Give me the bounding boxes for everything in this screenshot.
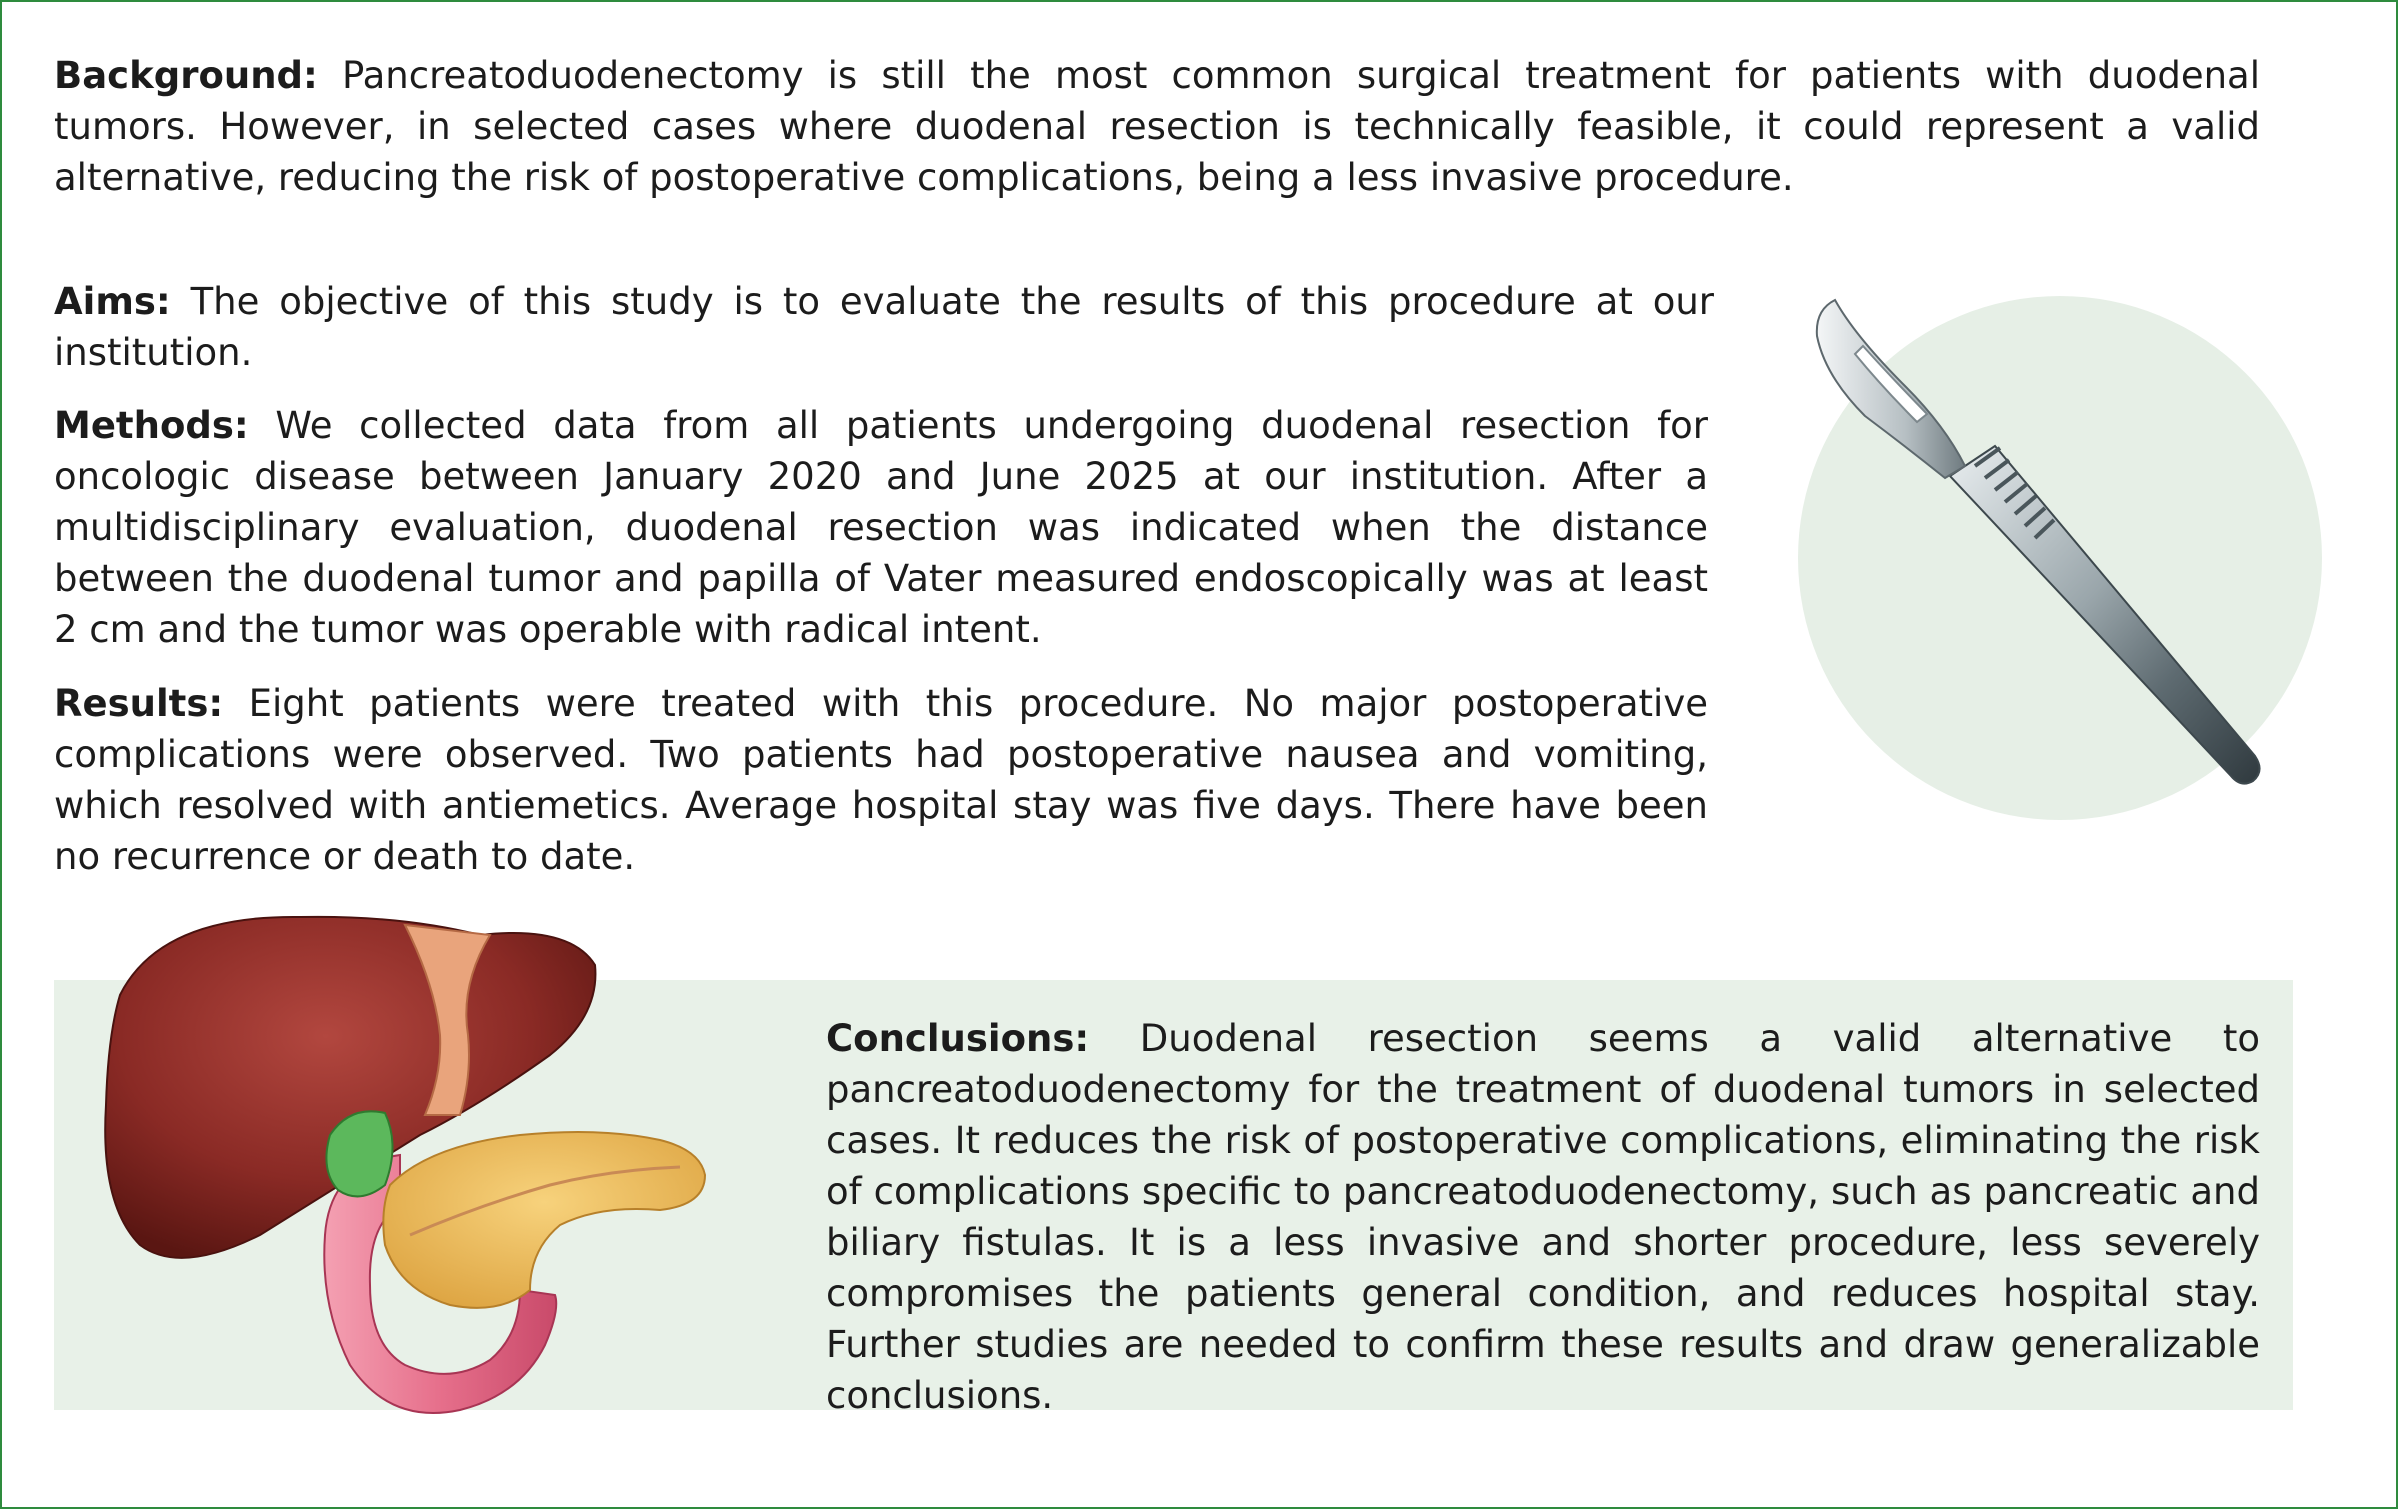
conclusions-label: Conclusions: — [826, 1017, 1090, 1060]
background-paragraph — [54, 50, 2260, 203]
results-paragraph — [54, 678, 1708, 882]
liver-pancreas-icon — [100, 905, 760, 1435]
methods-text: We collected data from all patients undergoing duodenal resection for oncologic disease between January 2020 and June 2025 at our institution. After a multidisciplinary evaluation, duodenal resection was indicated when the distance between the duodenal tumor and papilla of Vater measured endoscopically was at least 2 cm and the tumor was operable with radical intent. — [54, 404, 1708, 651]
background-label: Background: — [54, 54, 318, 97]
background-text: Pancreatoduodenectomy is still the most common surgical treatment for patients with duodenal tumors. However, in selected cases where duodenal resection is technically feasible, it could represent a valid alternative, reducing the risk of postoperative complications, being a less invasive procedure. — [54, 54, 2260, 199]
aims-paragraph — [54, 276, 1714, 378]
results-label: Results: — [54, 682, 224, 725]
methods-paragraph — [54, 400, 1708, 655]
conclusions-text: Duodenal resection seems a valid alternative to pancreatoduodenectomy for the treatment of duodenal tumors in selected cases. It reduces the risk of postoperative complications, eliminating the risk of complications specific to pancreatoduodenectomy, such as pancreatic and biliary fistulas. It is a less invasive and shorter procedure, less severely compromises the patients general condition, and reduces hospital stay. Further studies are needed to confirm these results and draw generalizable conclusions. — [826, 1017, 2260, 1417]
methods-label: Methods: — [54, 404, 249, 447]
organ-illustration — [100, 905, 760, 1435]
scalpel-illustration — [1795, 296, 2323, 820]
aims-text: The objective of this study is to evaluate the results of this procedure at our institution. — [54, 280, 1714, 374]
results-text: Eight patients were treated with this procedure. No major postoperative complications were observed. Two patients had postoperative nausea and vomiting, which resolved with antiemetics. Average hospital stay was five days. There have been no recurrence or death to date. — [54, 682, 1708, 878]
conclusions-paragraph — [826, 1013, 2260, 1421]
scalpel-icon — [1795, 296, 2323, 820]
aims-label: Aims: — [54, 280, 171, 323]
